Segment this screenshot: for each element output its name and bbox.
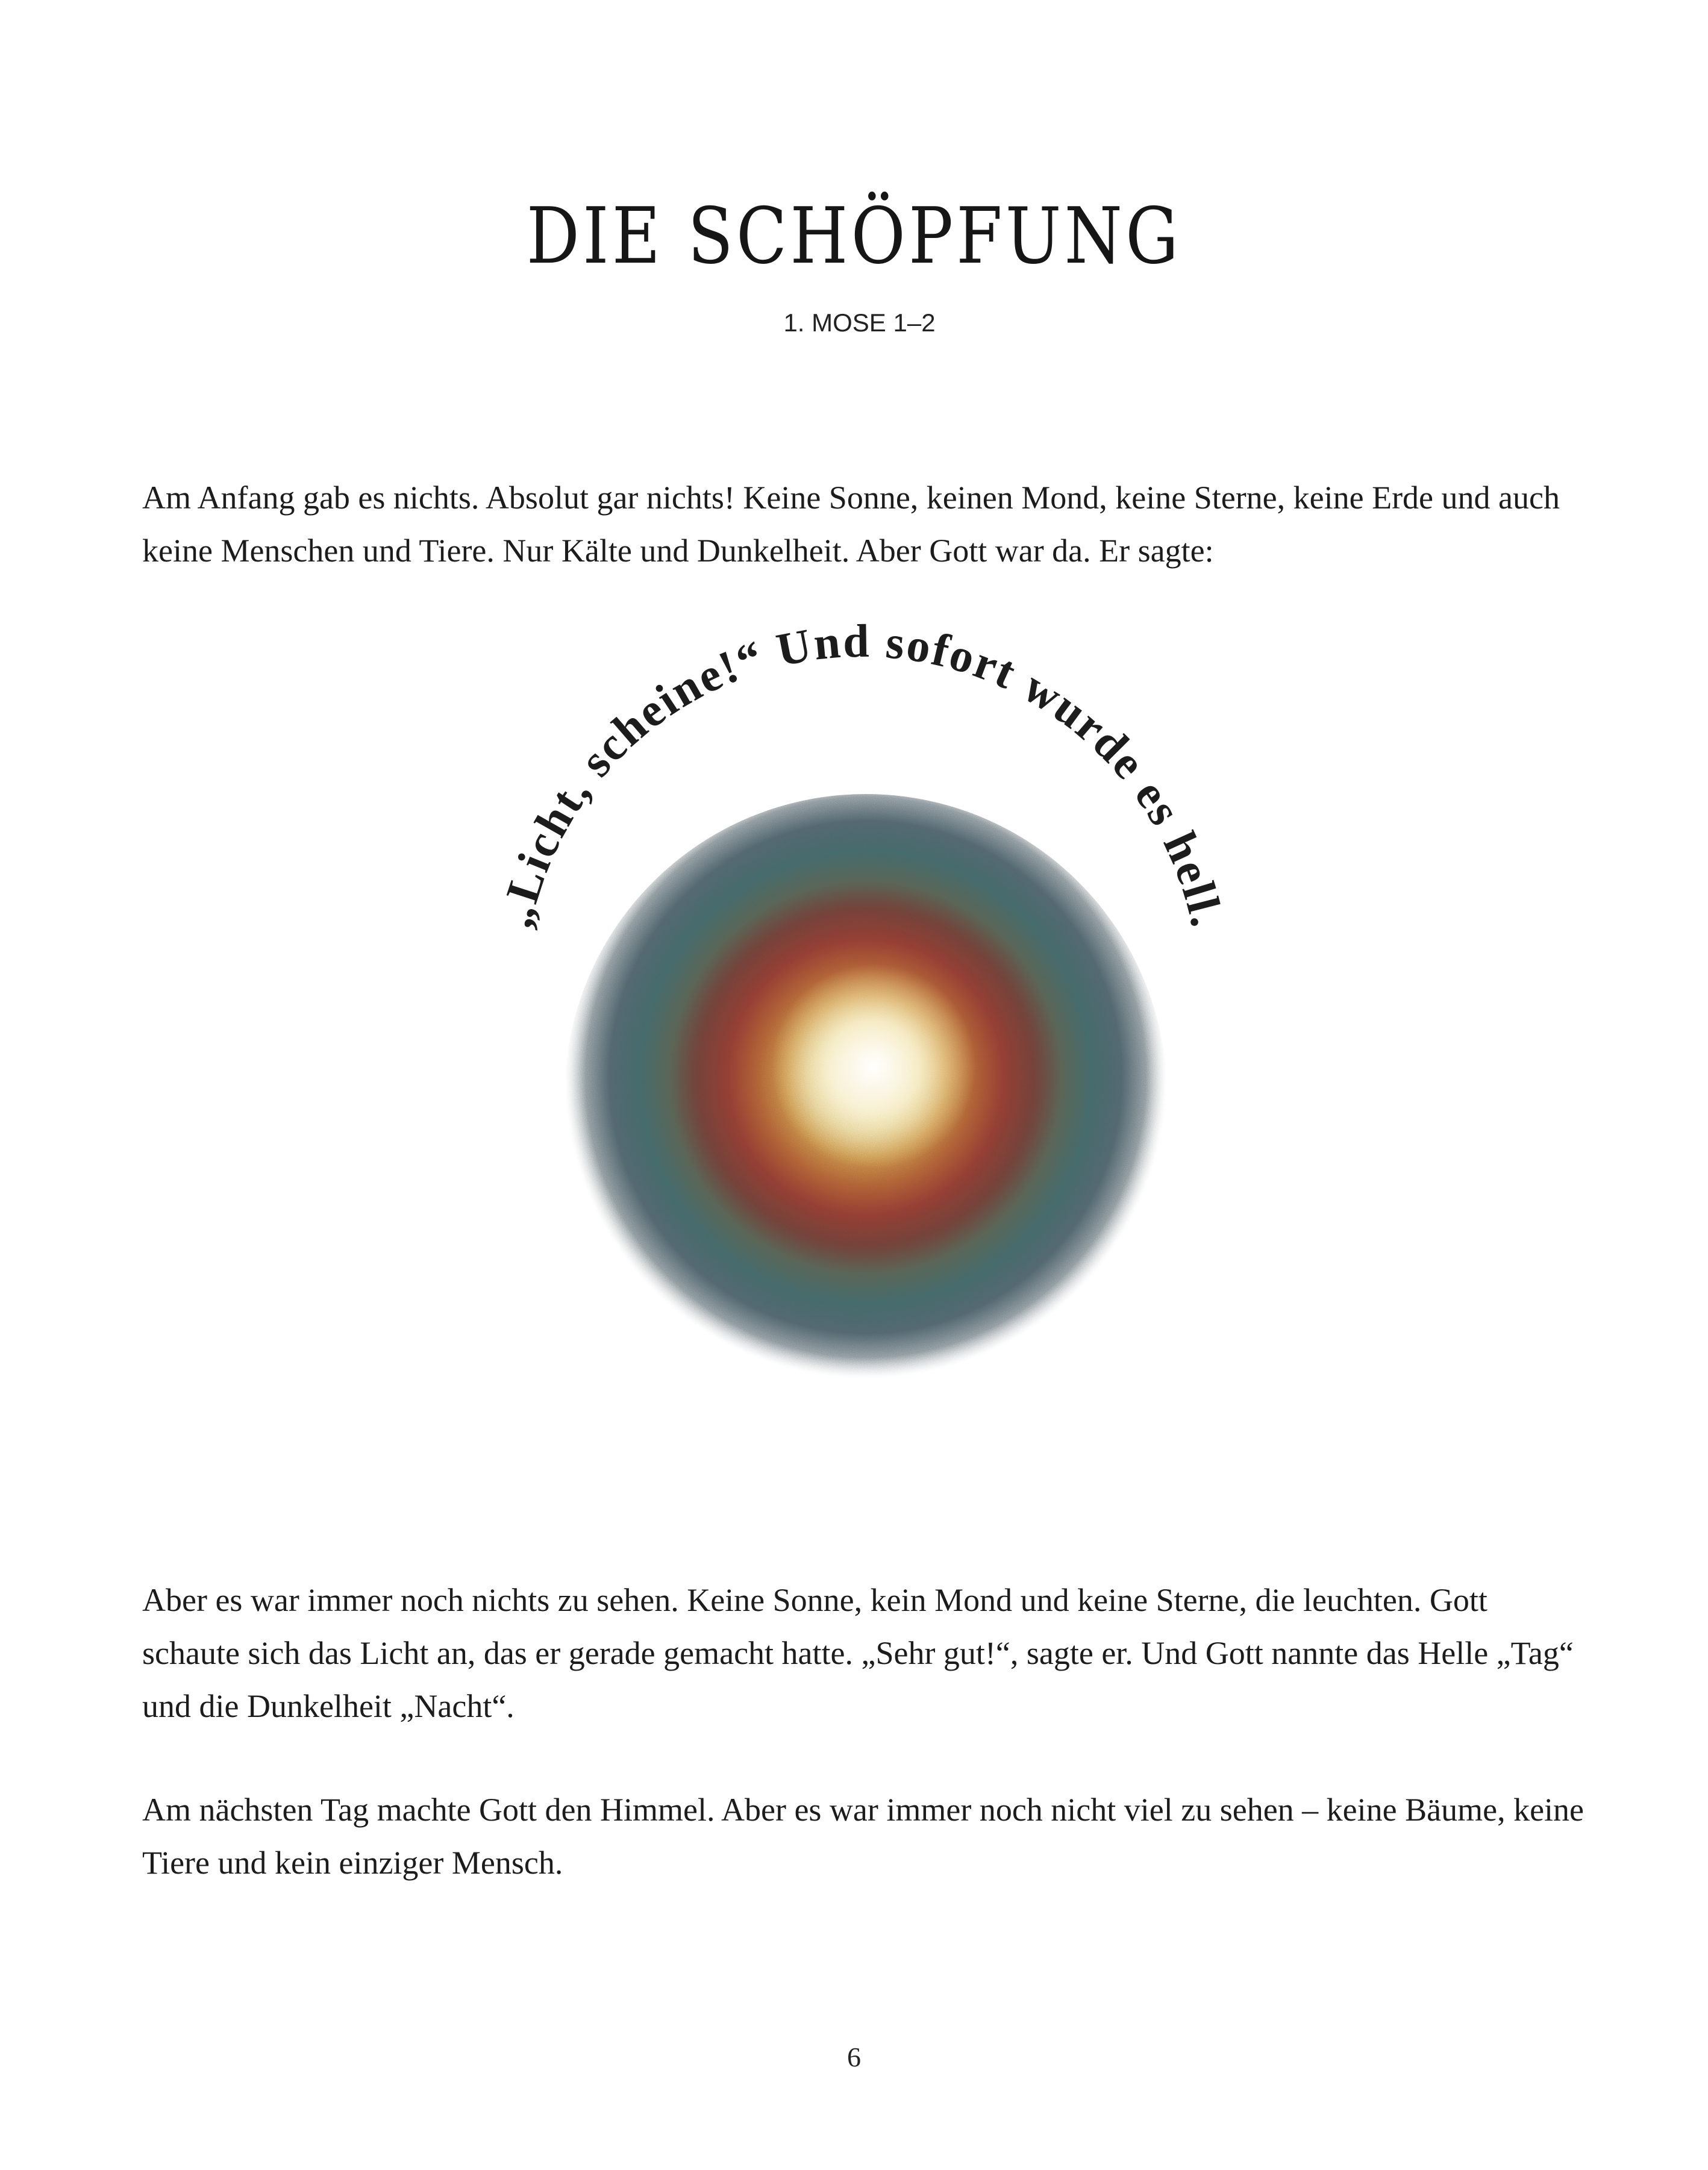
arc-quote-text: „Licht, scheine!“ Und sofort wurde es hell.	[489, 614, 1234, 933]
light-paragraph: Aber es war immer noch nichts zu sehen. Keine Sonne, kein Mond und keine Sterne, die leuchten. Gott schaute sich das Licht an, das er gerade gemacht hatte. „Sehr gut!“, sagte er. Und Gott nannte das Helle „Tag“ und die Dunkelheit „Nacht“.	[142, 1582, 1574, 1724]
chapter-title: DIE SCHÖPFUNG	[526, 192, 1182, 281]
light-orb-center-glow	[771, 964, 976, 1169]
sky-paragraph: Am nächsten Tag machte Gott den Himmel. Aber es war immer noch nicht viel zu sehen – keine Bäume, keine Tiere und kein einziger Mensch.	[142, 1792, 1584, 1881]
intro-paragraph: Am Anfang gab es nichts. Absolut gar nichts! Keine Sonne, keinen Mond, keine Sterne, keine Erde und auch keine Menschen und Tiere. Nur Kälte und Dunkelheit. Aber Gott war da. Er sagte:	[142, 480, 1560, 569]
page-number: 6	[847, 2042, 861, 2072]
scripture-reference: 1. MOSE 1–2	[783, 308, 936, 337]
